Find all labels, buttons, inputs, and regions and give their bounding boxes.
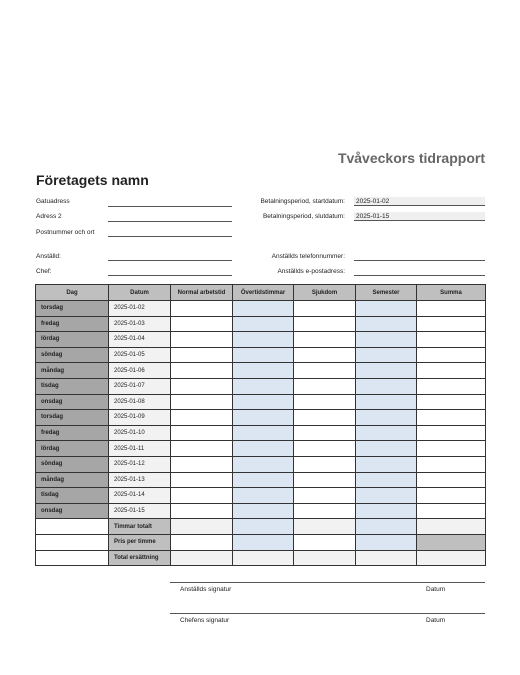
rate-overtime-cell[interactable]	[233, 534, 294, 550]
regular-hours-cell[interactable]	[171, 394, 233, 410]
manager-label: Chef:	[36, 268, 52, 275]
period-end-value[interactable]: 2025-01-15	[354, 212, 485, 221]
row-total-cell[interactable]	[417, 394, 486, 410]
date-cell: 2025-01-15	[109, 503, 171, 519]
manager-signature-line[interactable]	[170, 613, 485, 614]
email-label: Anställds e-postadress:	[277, 268, 345, 275]
col-sick: Sjukdom	[294, 285, 356, 301]
manager-field[interactable]	[108, 275, 232, 276]
date-cell: 2025-01-08	[109, 394, 171, 410]
phone-label: Anställds telefonnummer:	[271, 253, 345, 260]
report-title: Tvåveckors tidrapport	[337, 150, 485, 166]
pay-sick-cell[interactable]	[294, 550, 356, 566]
overtime-cell[interactable]	[233, 347, 294, 363]
street-field[interactable]	[108, 206, 232, 207]
table-row	[36, 410, 486, 426]
sick-cell[interactable]	[294, 332, 356, 348]
day-cell: lördag	[36, 332, 109, 348]
regular-hours-cell[interactable]	[171, 347, 233, 363]
table-row	[36, 316, 486, 332]
overtime-cell[interactable]	[233, 363, 294, 379]
date-cell: 2025-01-02	[109, 301, 171, 317]
rate-vacation-cell[interactable]	[356, 534, 417, 550]
total-pay-row	[36, 550, 486, 566]
regular-hours-cell[interactable]	[171, 425, 233, 441]
regular-hours-cell[interactable]	[171, 410, 233, 426]
rate-total-cell	[417, 534, 486, 550]
postal-label: Postnummer och ort	[36, 229, 95, 236]
col-day: Dag	[36, 285, 109, 301]
vacation-cell[interactable]	[356, 425, 417, 441]
date-cell: 2025-01-13	[109, 472, 171, 488]
date-cell: 2025-01-14	[109, 488, 171, 504]
rate-regular-cell[interactable]	[171, 534, 233, 550]
day-cell: tisdag	[36, 378, 109, 394]
employee-field[interactable]	[108, 260, 232, 261]
vacation-cell[interactable]	[356, 472, 417, 488]
vacation-cell[interactable]	[356, 456, 417, 472]
overtime-cell[interactable]	[233, 316, 294, 332]
manager-signature-date-label: Datum	[426, 617, 446, 624]
period-end-label: Betalningsperiod, slutdatum:	[262, 213, 345, 220]
day-cell: onsdag	[36, 503, 109, 519]
vacation-cell[interactable]	[356, 441, 417, 457]
day-cell: torsdag	[36, 301, 109, 317]
summary-spacer	[36, 519, 109, 535]
overtime-cell[interactable]	[233, 394, 294, 410]
row-total-cell[interactable]	[417, 503, 486, 519]
regular-hours-cell[interactable]	[171, 363, 233, 379]
day-cell: söndag	[36, 347, 109, 363]
vacation-cell[interactable]	[356, 394, 417, 410]
pay-total-cell[interactable]	[417, 550, 486, 566]
total-overtime-cell[interactable]	[233, 519, 294, 535]
sick-cell[interactable]	[294, 301, 356, 317]
row-total-cell[interactable]	[417, 363, 486, 379]
day-cell: torsdag	[36, 410, 109, 426]
regular-hours-cell[interactable]	[171, 332, 233, 348]
total-sick-cell[interactable]	[294, 519, 356, 535]
regular-hours-cell[interactable]	[171, 456, 233, 472]
rate-sick-cell[interactable]	[294, 534, 356, 550]
summary-label: Timmar totalt	[109, 519, 171, 535]
total-total-cell[interactable]	[417, 519, 486, 535]
overtime-cell[interactable]	[233, 503, 294, 519]
row-total-cell[interactable]	[417, 456, 486, 472]
col-date: Datum	[109, 285, 171, 301]
date-cell: 2025-01-07	[109, 378, 171, 394]
company-name: Företagets namn	[36, 172, 149, 188]
row-total-cell[interactable]	[417, 316, 486, 332]
email-field[interactable]	[354, 275, 485, 276]
employee-signature-date-label: Datum	[426, 586, 446, 593]
employee-label: Anställd:	[36, 253, 61, 260]
sick-cell[interactable]	[294, 456, 356, 472]
vacation-cell[interactable]	[356, 301, 417, 317]
table-row	[36, 472, 486, 488]
row-total-cell[interactable]	[417, 301, 486, 317]
table-row	[36, 347, 486, 363]
table-row	[36, 394, 486, 410]
table-header-row	[36, 285, 486, 301]
table-row	[36, 378, 486, 394]
row-total-cell[interactable]	[417, 472, 486, 488]
pay-regular-cell[interactable]	[171, 550, 233, 566]
sick-cell[interactable]	[294, 347, 356, 363]
overtime-cell[interactable]	[233, 378, 294, 394]
overtime-cell[interactable]	[233, 425, 294, 441]
sick-cell[interactable]	[294, 394, 356, 410]
date-cell: 2025-01-05	[109, 347, 171, 363]
total-hours-row	[36, 519, 486, 535]
overtime-cell[interactable]	[233, 488, 294, 504]
address2-label: Adress 2	[36, 213, 62, 220]
table-row	[36, 301, 486, 317]
pay-vacation-cell[interactable]	[356, 550, 417, 566]
summary-label: Total ersättning	[109, 550, 171, 566]
sick-cell[interactable]	[294, 316, 356, 332]
vacation-cell[interactable]	[356, 347, 417, 363]
table-row	[36, 425, 486, 441]
day-cell: måndag	[36, 363, 109, 379]
vacation-cell[interactable]	[356, 503, 417, 519]
sick-cell[interactable]	[294, 363, 356, 379]
day-cell: fredag	[36, 425, 109, 441]
regular-hours-cell[interactable]	[171, 472, 233, 488]
sick-cell[interactable]	[294, 441, 356, 457]
row-total-cell[interactable]	[417, 441, 486, 457]
employee-signature-line[interactable]	[170, 582, 485, 583]
vacation-cell[interactable]	[356, 332, 417, 348]
period-start-value[interactable]: 2025-01-02	[354, 197, 485, 206]
regular-hours-cell[interactable]	[171, 488, 233, 504]
sick-cell[interactable]	[294, 472, 356, 488]
vacation-cell[interactable]	[356, 378, 417, 394]
manager-signature-label: Chefens signatur	[180, 617, 230, 624]
street-label: Gatuadress	[36, 198, 70, 205]
overtime-cell[interactable]	[233, 472, 294, 488]
sick-cell[interactable]	[294, 410, 356, 426]
sick-cell[interactable]	[294, 488, 356, 504]
overtime-cell[interactable]	[233, 456, 294, 472]
pay-overtime-cell[interactable]	[233, 550, 294, 566]
sick-cell[interactable]	[294, 425, 356, 441]
col-vacation: Semester	[356, 285, 417, 301]
date-cell: 2025-01-03	[109, 316, 171, 332]
date-cell: 2025-01-04	[109, 332, 171, 348]
summary-label: Pris per timme	[109, 534, 171, 550]
table-row	[36, 441, 486, 457]
period-start-label: Betalningsperiod, startdatum:	[260, 198, 345, 205]
date-cell: 2025-01-09	[109, 410, 171, 426]
row-total-cell[interactable]	[417, 488, 486, 504]
regular-hours-cell[interactable]	[171, 316, 233, 332]
rate-row	[36, 534, 486, 550]
regular-hours-cell[interactable]	[171, 441, 233, 457]
date-cell: 2025-01-12	[109, 456, 171, 472]
total-regular-cell[interactable]	[171, 519, 233, 535]
address2-field[interactable]	[108, 221, 232, 222]
vacation-cell[interactable]	[356, 363, 417, 379]
table-row	[36, 332, 486, 348]
row-total-cell[interactable]	[417, 425, 486, 441]
summary-spacer	[36, 550, 109, 566]
row-total-cell[interactable]	[417, 347, 486, 363]
row-total-cell[interactable]	[417, 378, 486, 394]
timesheet-table	[35, 284, 486, 566]
regular-hours-cell[interactable]	[171, 301, 233, 317]
overtime-cell[interactable]	[233, 301, 294, 317]
date-cell: 2025-01-11	[109, 441, 171, 457]
day-cell: måndag	[36, 472, 109, 488]
day-cell: lördag	[36, 441, 109, 457]
overtime-cell[interactable]	[233, 410, 294, 426]
row-total-cell[interactable]	[417, 332, 486, 348]
vacation-cell[interactable]	[356, 488, 417, 504]
summary-spacer	[36, 534, 109, 550]
regular-hours-cell[interactable]	[171, 378, 233, 394]
total-vacation-cell[interactable]	[356, 519, 417, 535]
overtime-cell[interactable]	[233, 441, 294, 457]
table-row	[36, 503, 486, 519]
col-regular: Normal arbetstid	[171, 285, 233, 301]
col-overtime: Övertidstimmar	[233, 285, 294, 301]
day-cell: onsdag	[36, 394, 109, 410]
employee-signature-label: Anställds signatur	[180, 586, 232, 593]
table-row	[36, 363, 486, 379]
table-row	[36, 456, 486, 472]
table-row	[36, 488, 486, 504]
col-total: Summa	[417, 285, 486, 301]
day-cell: söndag	[36, 456, 109, 472]
overtime-cell[interactable]	[233, 332, 294, 348]
day-cell: tisdag	[36, 488, 109, 504]
sick-cell[interactable]	[294, 378, 356, 394]
vacation-cell[interactable]	[356, 410, 417, 426]
date-cell: 2025-01-06	[109, 363, 171, 379]
date-cell: 2025-01-10	[109, 425, 171, 441]
day-cell: fredag	[36, 316, 109, 332]
vacation-cell[interactable]	[356, 316, 417, 332]
phone-field[interactable]	[354, 260, 485, 261]
sick-cell[interactable]	[294, 503, 356, 519]
regular-hours-cell[interactable]	[171, 503, 233, 519]
postal-field[interactable]	[108, 236, 232, 237]
row-total-cell[interactable]	[417, 410, 486, 426]
